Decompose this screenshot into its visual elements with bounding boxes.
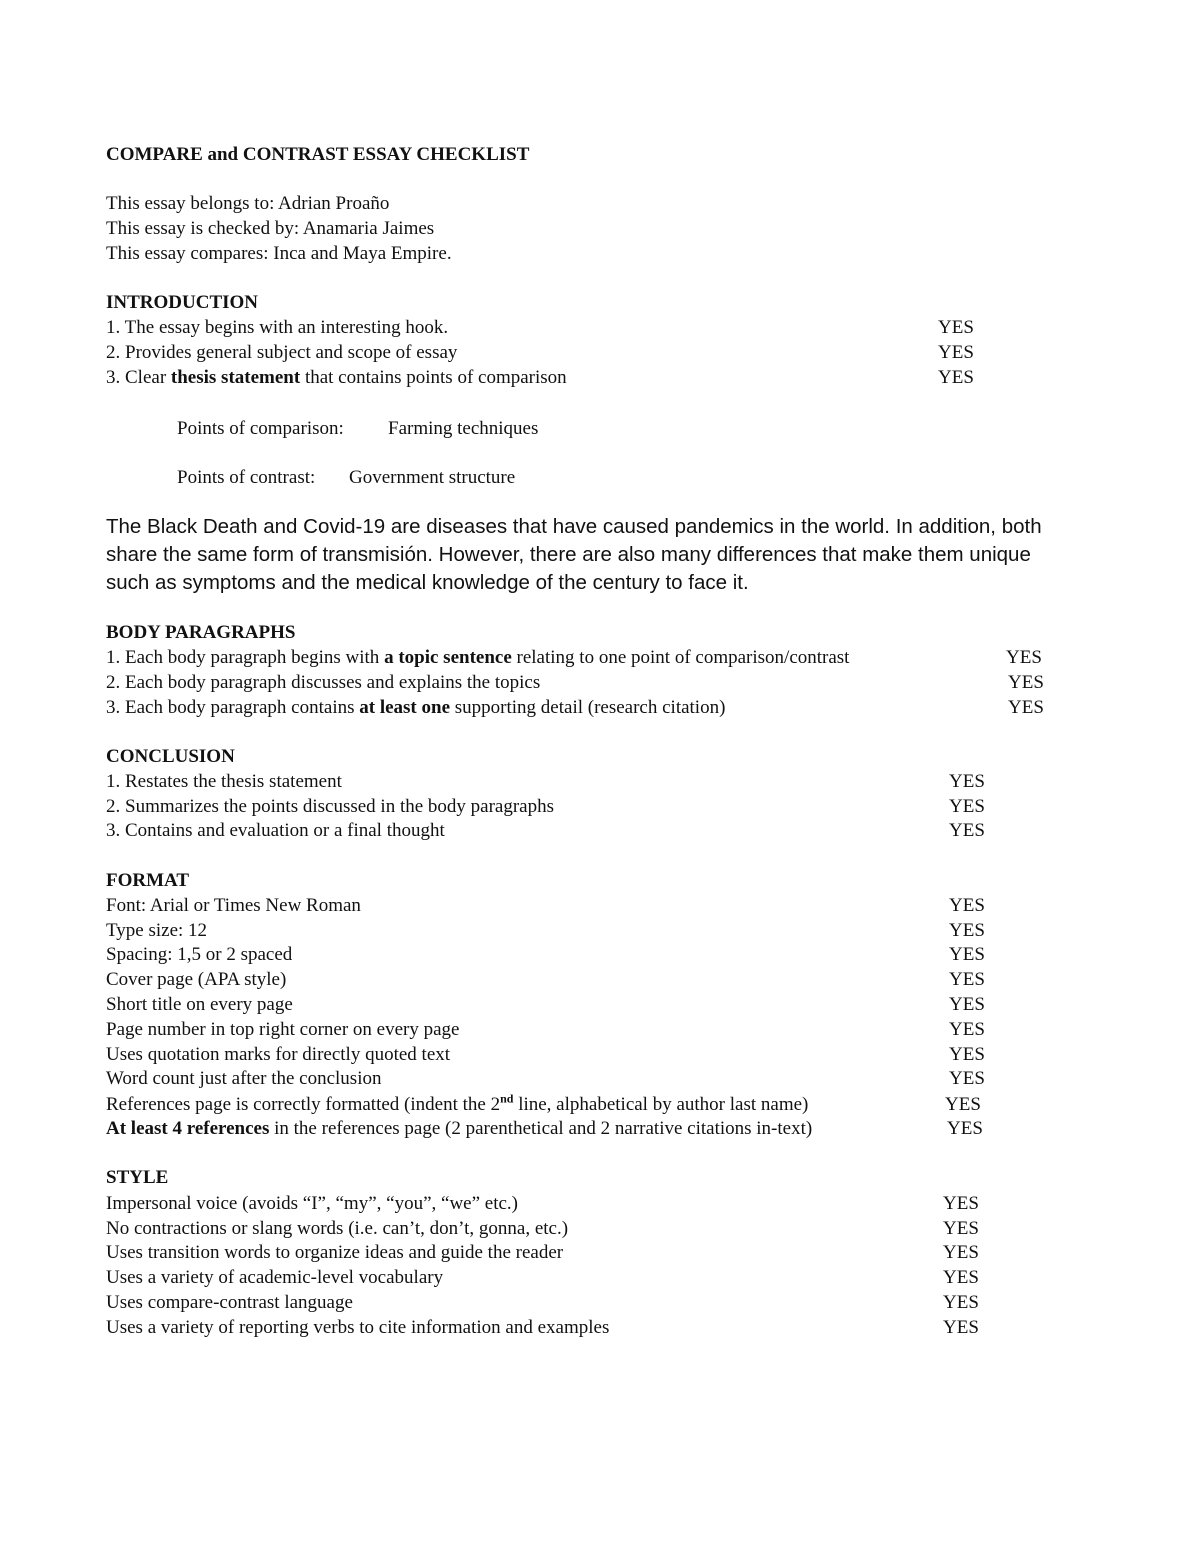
- style-answer: YES: [943, 1292, 979, 1313]
- format-answer: YES: [949, 1019, 985, 1040]
- body-answer: YES: [1008, 697, 1044, 718]
- thesis-line: The Black Death and Covid-19 are diseases that have caused pandemics in the world. In addition, both: [106, 515, 1042, 538]
- conclusion-answer: YES: [949, 771, 985, 792]
- format-answer: YES: [949, 920, 985, 941]
- format-item: [106, 1117, 812, 1141]
- format-answer: YES: [945, 1094, 981, 1115]
- intro-item: [106, 366, 567, 390]
- item-text-bold: thesis statement: [170, 367, 301, 388]
- thesis-line: such as symptoms and the medical knowledge of the century to face it.: [106, 571, 749, 594]
- intro-answer: YES: [938, 317, 974, 338]
- format-item: Page number in top right corner on every page: [106, 1019, 460, 1040]
- item-text-bold: a topic sentence: [384, 647, 512, 668]
- body-item: 2. Each body paragraph discusses and explains the topics: [106, 672, 541, 693]
- item-text-sup: nd: [500, 1091, 514, 1106]
- style-item: Impersonal voice (avoids “I”, “my”, “you”, “we” etc.): [106, 1193, 518, 1214]
- conclusion-item: 3. Contains and evaluation or a final thought: [106, 820, 445, 841]
- body-answer: YES: [1006, 647, 1042, 668]
- thesis-paragraph: [106, 513, 1106, 597]
- style-item: Uses a variety of reporting verbs to cite information and examples: [106, 1317, 610, 1338]
- format-answer: YES: [949, 944, 985, 965]
- format-item: Type size: 12: [106, 920, 208, 941]
- style-heading: STYLE: [106, 1167, 169, 1188]
- style-item: Uses a variety of academic-level vocabulary: [106, 1267, 444, 1288]
- format-answer: YES: [949, 969, 985, 990]
- intro-answer: YES: [938, 342, 974, 363]
- intro-answer: YES: [938, 367, 974, 388]
- format-answer: YES: [949, 895, 985, 916]
- style-answer: YES: [943, 1267, 979, 1288]
- item-text-post: supporting detail (research citation): [450, 697, 726, 718]
- compares-line: This essay compares: Inca and Maya Empire.: [106, 243, 452, 264]
- thesis-line: share the same form of transmisión. However, there are also many differences that make them unique: [106, 543, 1031, 566]
- style-item: Uses transition words to organize ideas and guide the reader: [106, 1242, 564, 1263]
- item-text-pre: 3. Clear: [106, 367, 171, 388]
- format-item: Cover page (APA style): [106, 969, 287, 990]
- body-item: [106, 696, 725, 720]
- format-item: [106, 1093, 808, 1117]
- item-text-post: in the references page (2 parenthetical and 2 narrative citations in-text): [269, 1118, 813, 1139]
- format-item: Spacing: 1,5 or 2 spaced: [106, 944, 293, 965]
- style-item: Uses compare-contrast language: [106, 1292, 353, 1313]
- format-answer: YES: [947, 1118, 983, 1139]
- page-title: COMPARE and CONTRAST ESSAY CHECKLIST: [106, 144, 530, 165]
- style-answer: YES: [943, 1218, 979, 1239]
- format-answer: YES: [949, 1068, 985, 1089]
- style-item: No contractions or slang words (i.e. can’t, don’t, gonna, etc.): [106, 1218, 569, 1239]
- item-text-post: that contains points of comparison: [300, 367, 567, 388]
- points-contrast-value: Government structure: [349, 467, 516, 488]
- body-answer: YES: [1008, 672, 1044, 693]
- format-item: Short title on every page: [106, 994, 293, 1015]
- intro-item: 2. Provides general subject and scope of essay: [106, 342, 458, 363]
- style-answer: YES: [943, 1242, 979, 1263]
- checker-line: This essay is checked by: Anamaria Jaimes: [106, 218, 435, 239]
- conclusion-heading: CONCLUSION: [106, 746, 235, 767]
- conclusion-answer: YES: [949, 796, 985, 817]
- item-text-post: line, alphabetical by author last name): [513, 1094, 809, 1115]
- item-text-bold: at least one: [359, 697, 451, 718]
- conclusion-item: 1. Restates the thesis statement: [106, 771, 342, 792]
- item-text-pre: 1. Each body paragraph begins with: [106, 647, 385, 668]
- item-text-post: relating to one point of comparison/contrast: [511, 647, 850, 668]
- owner-line: This essay belongs to: Adrian Proaño: [106, 193, 390, 214]
- item-text-pre: 3. Each body paragraph contains: [106, 697, 360, 718]
- style-answer: YES: [943, 1317, 979, 1338]
- item-text-bold: At least 4 references: [106, 1118, 270, 1139]
- item-text-pre: References page is correctly formatted (indent the 2: [106, 1094, 501, 1115]
- points-contrast-label: Points of contrast:: [177, 467, 316, 488]
- points-comparison-label: Points of comparison:: [177, 418, 344, 439]
- format-answer: YES: [949, 1044, 985, 1065]
- body-item: [106, 646, 849, 670]
- points-comparison-value: Farming techniques: [388, 418, 539, 439]
- intro-item: 1. The essay begins with an interesting hook.: [106, 317, 449, 338]
- body-paragraphs-heading: BODY PARAGRAPHS: [106, 622, 296, 643]
- conclusion-item: 2. Summarizes the points discussed in the body paragraphs: [106, 796, 555, 817]
- format-item: Word count just after the conclusion: [106, 1068, 382, 1089]
- style-answer: YES: [943, 1193, 979, 1214]
- format-item: Uses quotation marks for directly quoted text: [106, 1044, 451, 1065]
- format-answer: YES: [949, 994, 985, 1015]
- format-heading: FORMAT: [106, 870, 190, 891]
- introduction-heading: INTRODUCTION: [106, 292, 259, 313]
- format-item: Font: Arial or Times New Roman: [106, 895, 361, 916]
- conclusion-answer: YES: [949, 820, 985, 841]
